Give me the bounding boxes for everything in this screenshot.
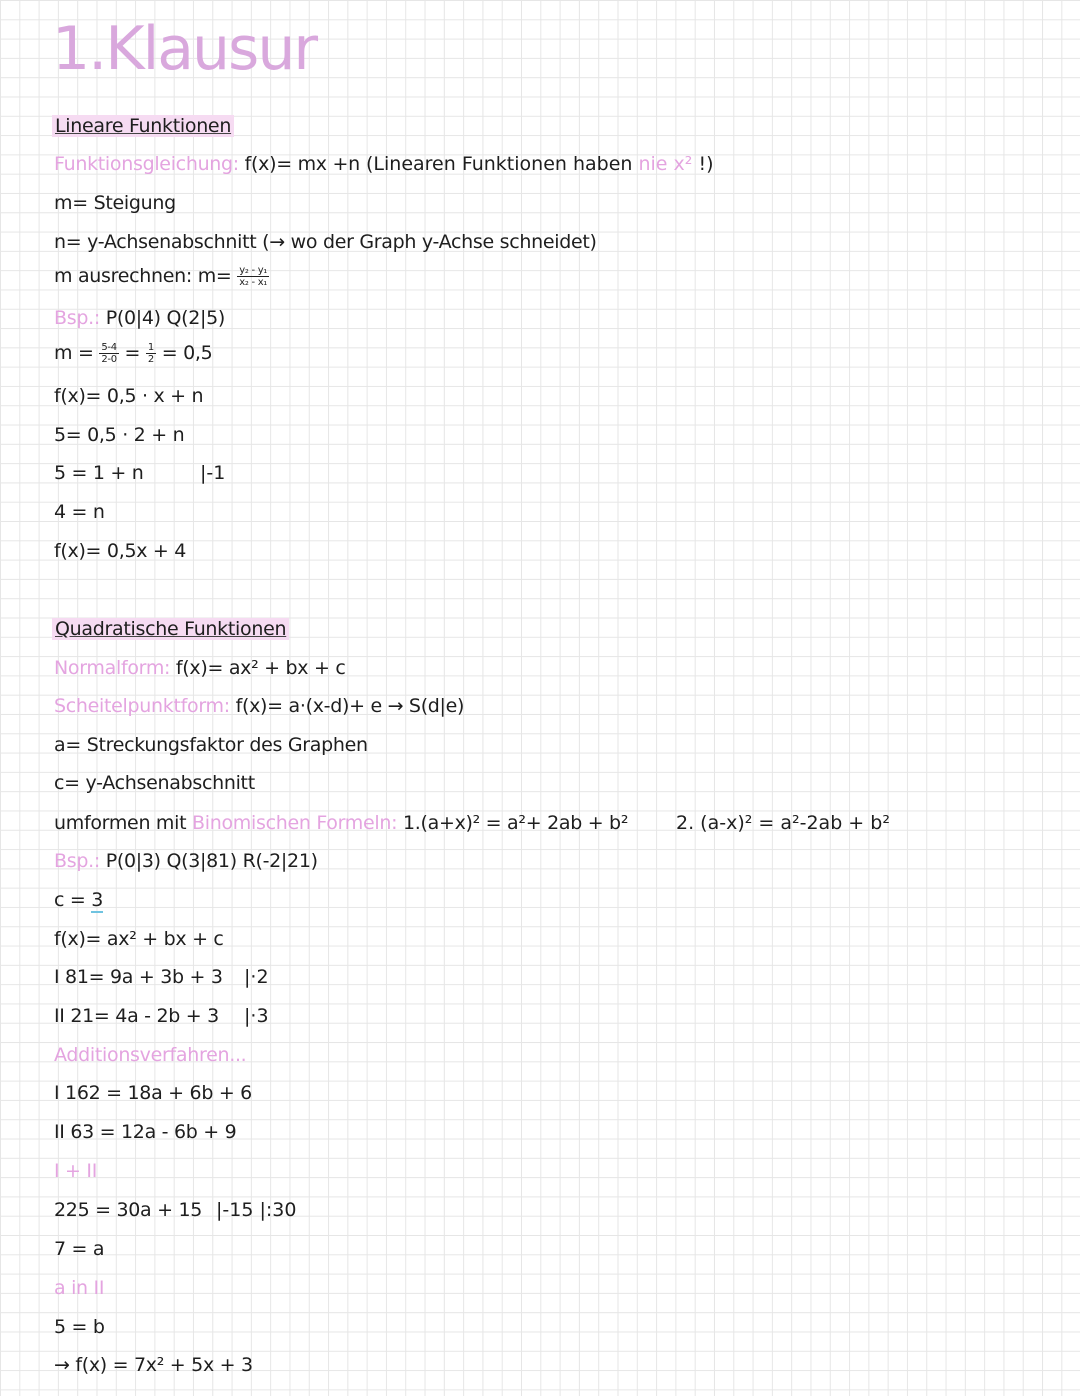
bsp-points: P(0|4) Q(2|5)	[105, 307, 226, 329]
fraction-denominator: 2	[147, 354, 154, 365]
note-nie: nie x²	[638, 153, 693, 175]
note-post: !)	[698, 153, 714, 175]
f-general: f(x)= ax² + bx + c	[54, 928, 224, 950]
fraction-numerator: 1	[147, 342, 154, 353]
m-ex-pre: m =	[54, 342, 94, 364]
m-ex-result: = 0,5	[161, 342, 213, 364]
bsp-points: P(0|3) Q(3|81) R(-2|21)	[105, 850, 318, 872]
m-ex-fraction	[99, 342, 118, 365]
umformen-pink: Binomischen Formeln:	[192, 812, 398, 834]
linear-step-op: |-1	[200, 462, 226, 484]
a-value: 7 = a	[54, 1238, 105, 1260]
m-calc-fraction	[237, 265, 269, 288]
scheitel-eq: f(x)= a·(x-d)+ e → S(d|e)	[235, 695, 465, 717]
fraction-numerator: y₂ - y₁	[239, 265, 268, 276]
heading-text: Quadratische Funktionen	[52, 618, 289, 640]
equation-1b: I 162 = 18a + 6b + 6	[54, 1082, 252, 1104]
page-title: 1.Klausur	[52, 14, 317, 84]
c-value-line	[54, 888, 103, 912]
method-label: Additionsverfahren...	[54, 1044, 247, 1066]
binom-1: 1.(a+x)² = a²+ 2ab + b²	[402, 812, 629, 834]
normal-eq: f(x)= ax² + bx + c	[175, 657, 346, 679]
note-pre: (Linearen Funktionen haben	[366, 153, 633, 175]
fraction-denominator: 2-0	[101, 354, 117, 365]
bsp-label: Bsp.:	[54, 850, 100, 872]
linear-equation-line	[54, 152, 360, 176]
m-example-line	[54, 341, 212, 365]
n-definition: n= y-Achsenabschnitt (→ wo der Graph y-Achse schneidet)	[54, 231, 597, 253]
section-heading-linear	[54, 114, 234, 138]
c-val: 3	[91, 889, 104, 911]
linear-step: 4 = n	[54, 501, 105, 523]
b-value: 5 = b	[54, 1316, 105, 1338]
c-definition: c= y-Achsenabschnitt	[54, 772, 255, 794]
equation-2: II 21= 4a - 2b + 3	[54, 1005, 219, 1027]
a-definition: a= Streckungsfaktor des Graphen	[54, 734, 368, 756]
linear-note	[366, 152, 713, 176]
m-calc-label: m ausrechnen: m=	[54, 265, 232, 287]
scheitel-line	[54, 694, 464, 718]
normal-label: Normalform:	[54, 657, 171, 679]
c-val-pre: c =	[54, 889, 86, 911]
scheitel-label: Scheitelpunktform:	[54, 695, 230, 717]
equation-1-op: |·2	[244, 966, 269, 988]
fraction-denominator: x₂ - x₁	[239, 277, 268, 288]
equation-2b: II 63 = 12a - 6b + 9	[54, 1121, 237, 1143]
binom-line	[54, 811, 628, 835]
a-in-label: a in II	[54, 1277, 105, 1299]
heading-text: Lineare Funktionen	[52, 115, 234, 137]
final-result: → f(x) = 7x² + 5x + 3	[54, 1354, 253, 1376]
umformen-pre: umformen mit	[54, 812, 187, 834]
quadratic-example	[54, 849, 318, 873]
sum-label: I + II	[54, 1160, 98, 1182]
section-heading-quadratic	[54, 617, 289, 641]
result-1: 225 = 30a + 15	[54, 1199, 203, 1221]
equation-2-op: |·3	[244, 1005, 269, 1027]
binom-2: 2. (a-x)² = a²-2ab + b²	[676, 812, 890, 834]
bsp-label: Bsp.:	[54, 307, 100, 329]
m-ex-mid: =	[124, 342, 141, 364]
linear-step: 5 = 1 + n	[54, 462, 144, 484]
fraction-numerator: 5-4	[101, 342, 117, 353]
result-1-op: |-15 |:30	[216, 1199, 297, 1221]
eq-label: Funktionsgleichung:	[54, 153, 239, 175]
linear-step: f(x)= 0,5x + 4	[54, 540, 187, 562]
m-calc-line	[54, 264, 269, 288]
m-definition: m= Steigung	[54, 192, 176, 214]
linear-step: f(x)= 0,5 · x + n	[54, 385, 204, 407]
m-ex-fraction-2	[146, 342, 156, 365]
linear-example	[54, 306, 225, 330]
linear-step: 5= 0,5 · 2 + n	[54, 424, 185, 446]
eq-text: f(x)= mx +n	[244, 153, 360, 175]
normalform-line	[54, 656, 345, 680]
equation-1: I 81= 9a + 3b + 3	[54, 966, 223, 988]
